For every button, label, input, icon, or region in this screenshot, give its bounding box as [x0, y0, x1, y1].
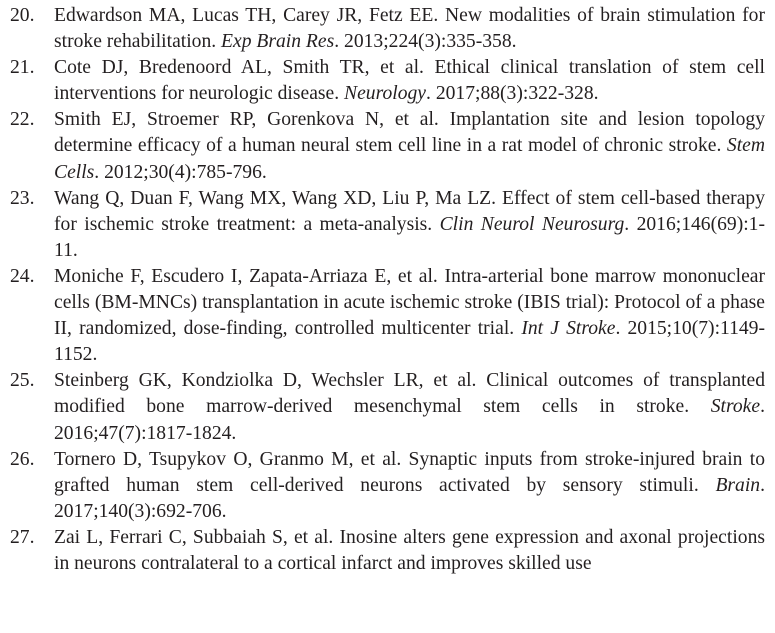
reference-citation: . 2015;10(7):1149-1152.: [54, 318, 765, 366]
reference-number: 27.: [10, 526, 35, 548]
reference-text: Cote DJ, Bredenoord AL, Smith TR, et al. Ethical clinical translation of stem cell interventions for neurologic disease.: [54, 57, 765, 105]
reference-citation: . 2016;47(7):1817-1824.: [54, 396, 765, 444]
reference-item: [10, 55, 765, 107]
reference-journal: Stem Cells: [54, 135, 765, 183]
reference-text: Tornero D, Tsupykov O, Granmo M, et al. Synaptic inputs from stroke-injured brain to grafted human stem cell-derived neurons activated by sensory stimuli.: [54, 448, 765, 496]
reference-citation: . 2017;88(3):322-328.: [426, 83, 599, 105]
reference-journal: Clin Neurol Neurosurg: [439, 213, 625, 235]
reference-number: 20.: [10, 5, 35, 26]
reference-text: Steinberg GK, Kondziolka D, Wechsler LR, et al. Clinical outcomes of transplanted modified bone marrow-derived mesenchymal stem cells in stroke.: [54, 370, 765, 418]
reference-number: 25.: [10, 370, 35, 392]
reference-item: [10, 525, 765, 577]
reference-item: [10, 368, 765, 446]
reference-journal: Brain: [715, 474, 761, 496]
reference-citation: . 2013;224(3):335-358.: [334, 31, 517, 53]
reference-text: Edwardson MA, Lucas TH, Carey JR, Fetz EE. New modalities of brain stimulation for stroke rehabilitation.: [54, 5, 765, 53]
reference-citation: . 2017;140(3):692-706.: [54, 474, 765, 522]
reference-journal: Neurology: [344, 83, 427, 105]
reference-number: 21.: [10, 57, 35, 79]
reference-item: [10, 3, 765, 55]
reference-number: 22.: [10, 109, 35, 131]
reference-number: 26.: [10, 448, 35, 470]
reference-item: [10, 264, 765, 368]
reference-text: Moniche F, Escudero I, Zapata-Arriaza E, et al. Intra-arterial bone marrow mononuclear cells (BM-MNCs) transplantation in acute ischemic stroke (IBIS trial): Protocol of a phase II, randomized, dose-finding, controlled multicenter trial.: [54, 265, 765, 340]
reference-text: Wang Q, Duan F, Wang MX, Wang XD, Liu P, Ma LZ. Effect of stem cell-based therapy for ischemic stroke treatment: a meta-analysis.: [54, 187, 765, 235]
reference-number: 24.: [10, 265, 35, 287]
reference-journal: Int J Stroke: [521, 318, 616, 340]
reference-item: [10, 186, 765, 264]
reference-journal: Stroke: [710, 396, 761, 418]
reference-journal: Exp Brain Res: [221, 31, 335, 53]
reference-citation: . 2016;146(69):1-11.: [54, 213, 766, 261]
reference-text: Smith EJ, Stroemer RP, Gorenkova N, et al. Implantation site and lesion topology determine efficacy of a human neural stem cell line in a rat model of chronic stroke.: [54, 109, 765, 157]
reference-item: [10, 447, 765, 525]
reference-number: 23.: [10, 187, 35, 209]
reference-item: [10, 107, 765, 185]
reference-text: Zai L, Ferrari C, Subbaiah S, et al. Inosine alters gene expression and axonal projections in neurons contralateral to a cortical infarct and improves skilled use: [54, 526, 765, 574]
reference-citation: . 2012;30(4):785-796.: [94, 161, 267, 183]
